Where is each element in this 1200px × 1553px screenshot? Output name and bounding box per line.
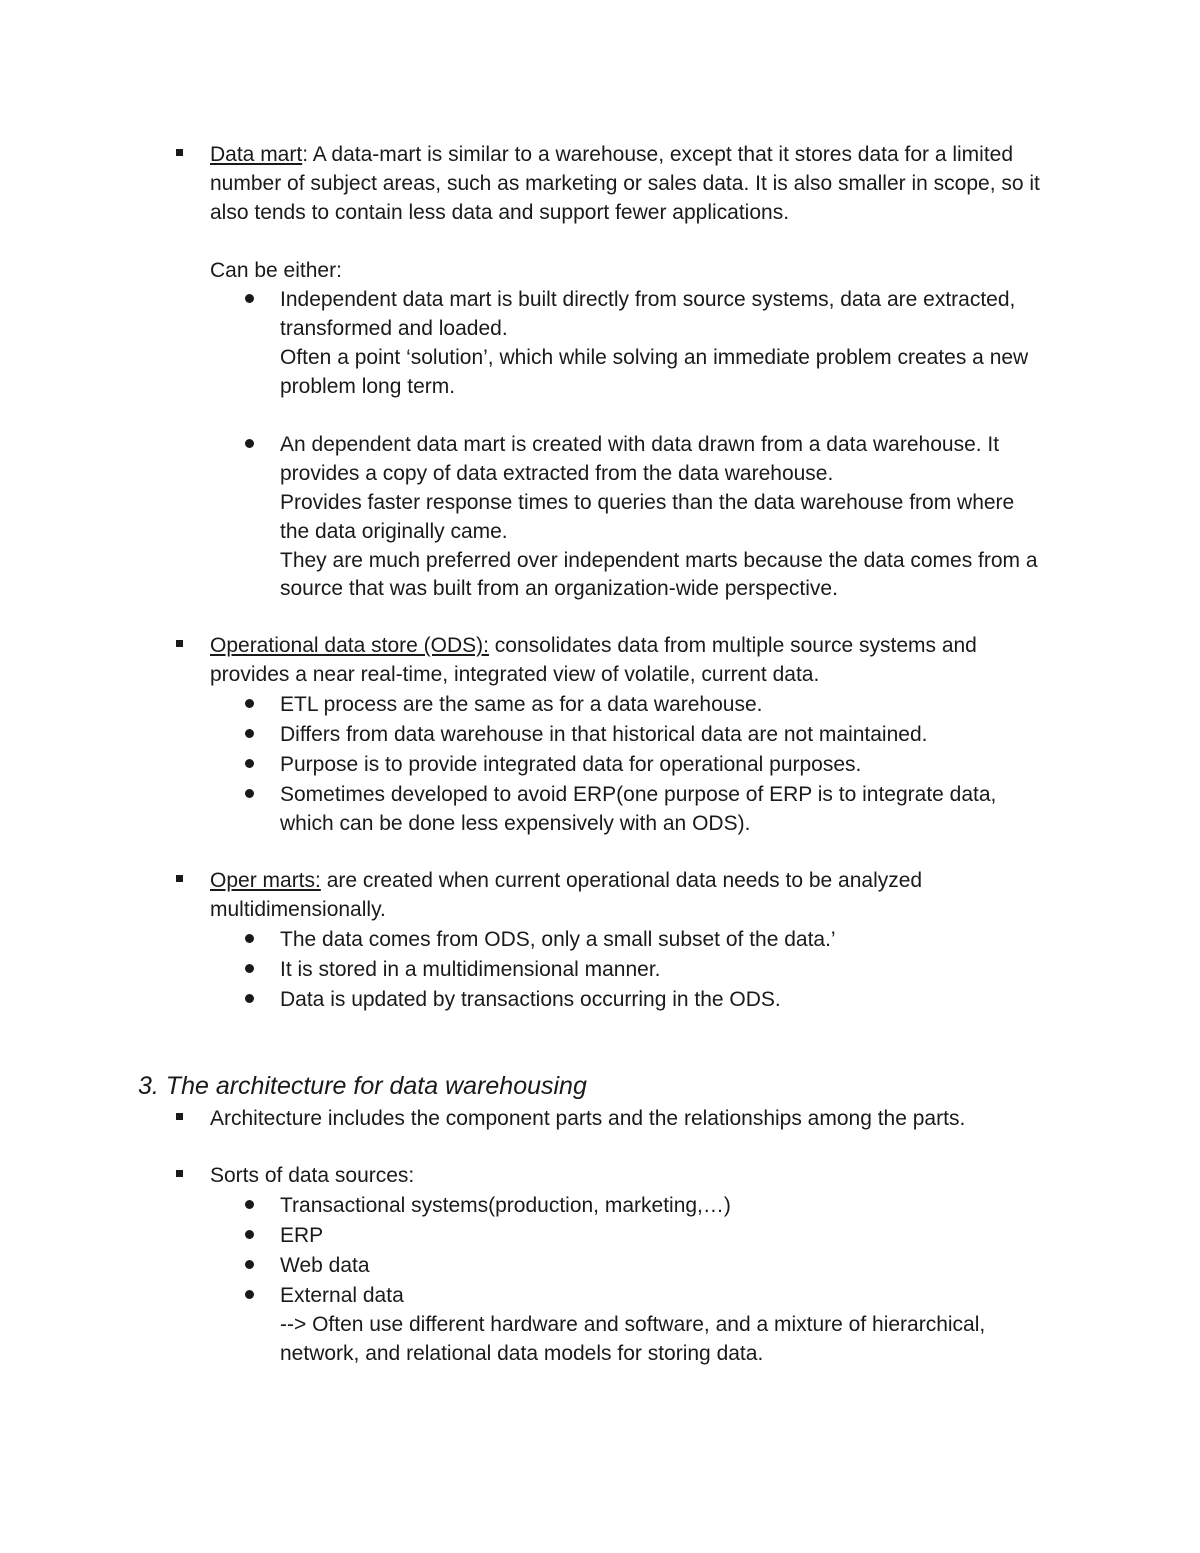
source-item-3: Web data (280, 1254, 370, 1277)
independent-line-2: transformed and loaded. (280, 317, 508, 340)
data-mart-paragraph-line-2: number of subject areas, such as marketing or sales data. It is also smaller in scope, so it (210, 172, 1040, 195)
dependent-line-6: source that was built from an organization-wide perspective. (280, 577, 838, 600)
square-bullet-icon (176, 1113, 183, 1120)
source-item-2: ERP (280, 1224, 324, 1247)
independent-line-1: Independent data mart is built directly from source systems, data are extracted, (280, 288, 1016, 311)
oper-marts-bullet-1: The data comes from ODS, only a small subset of the data.’ (280, 928, 836, 951)
bullet-dot-icon (245, 934, 254, 943)
architecture-item-1: Architecture includes the component parts and the relationships among the parts. (210, 1107, 966, 1130)
square-bullet-icon (176, 875, 183, 882)
data-mart-term: Data mart (210, 143, 303, 166)
dependent-line-4: the data originally came. (280, 520, 508, 543)
square-bullet-icon (176, 640, 183, 647)
data-mart-paragraph-line-1 (210, 140, 1013, 169)
independent-line-4: problem long term. (280, 375, 456, 398)
oper-marts-paragraph-line-2: multidimensionally. (210, 898, 386, 921)
dependent-line-1: An dependent data mart is created with data drawn from a data warehouse. It (280, 433, 1000, 456)
bullet-dot-icon (245, 439, 254, 448)
can-be-either-label: Can be either: (210, 259, 342, 282)
independent-line-3: Often a point ‘solution’, which while solving an immediate problem creates a new (280, 346, 1029, 369)
bullet-dot-icon (245, 1230, 254, 1239)
data-mart-text: : A data-mart is similar to a warehouse, except that it stores data for a limited (302, 143, 1014, 166)
bullet-dot-icon (245, 294, 254, 303)
ods-bullet-4-cont: which can be done less expensively with an ODS). (280, 812, 751, 835)
bullet-dot-icon (245, 729, 254, 738)
ods-term: Operational data store (ODS): (210, 634, 489, 657)
section-heading: 3. The architecture for data warehousing (138, 1072, 587, 1100)
bullet-dot-icon (245, 1200, 254, 1209)
oper-marts-bullet-3: Data is updated by transactions occurring in the ODS. (280, 988, 781, 1011)
ods-text: consolidates data from multiple source systems and (488, 634, 977, 657)
ods-bullet-3: Purpose is to provide integrated data for operational purposes. (280, 753, 862, 776)
ods-bullet-1: ETL process are the same as for a data warehouse. (280, 693, 763, 716)
source-note-line-2: network, and relational data models for storing data. (280, 1342, 764, 1365)
bullet-dot-icon (245, 1290, 254, 1299)
source-note-line-1: --> Often use different hardware and software, and a mixture of hierarchical, (280, 1313, 986, 1336)
dependent-line-3: Provides faster response times to queries than the data warehouse from where (280, 491, 1015, 514)
oper-marts-paragraph-line-1 (210, 866, 922, 895)
oper-marts-bullet-2: It is stored in a multidimensional manner. (280, 958, 661, 981)
bullet-dot-icon (245, 789, 254, 798)
bullet-dot-icon (245, 964, 254, 973)
source-item-1: Transactional systems(production, marketing,…) (280, 1194, 731, 1217)
ods-bullet-4: Sometimes developed to avoid ERP(one purpose of ERP is to integrate data, (280, 783, 997, 806)
ods-bullet-2: Differs from data warehouse in that historical data are not maintained. (280, 723, 928, 746)
oper-marts-term: Oper marts: (210, 869, 321, 892)
source-item-4: External data (280, 1284, 404, 1307)
bullet-dot-icon (245, 759, 254, 768)
ods-paragraph-line-1 (210, 631, 977, 660)
oper-marts-text: are created when current operational data needs to be analyzed (320, 869, 923, 892)
bullet-dot-icon (245, 994, 254, 1003)
bullet-dot-icon (245, 1260, 254, 1269)
ods-paragraph-line-2: provides a near real-time, integrated view of volatile, current data. (210, 663, 820, 686)
dependent-line-2: provides a copy of data extracted from the data warehouse. (280, 462, 834, 485)
square-bullet-icon (176, 1170, 183, 1177)
architecture-item-2: Sorts of data sources: (210, 1164, 415, 1187)
square-bullet-icon (176, 149, 183, 156)
data-mart-paragraph-line-3: also tends to contain less data and support fewer applications. (210, 201, 790, 224)
dependent-line-5: They are much preferred over independent marts because the data comes from a (280, 549, 1038, 572)
bullet-dot-icon (245, 699, 254, 708)
